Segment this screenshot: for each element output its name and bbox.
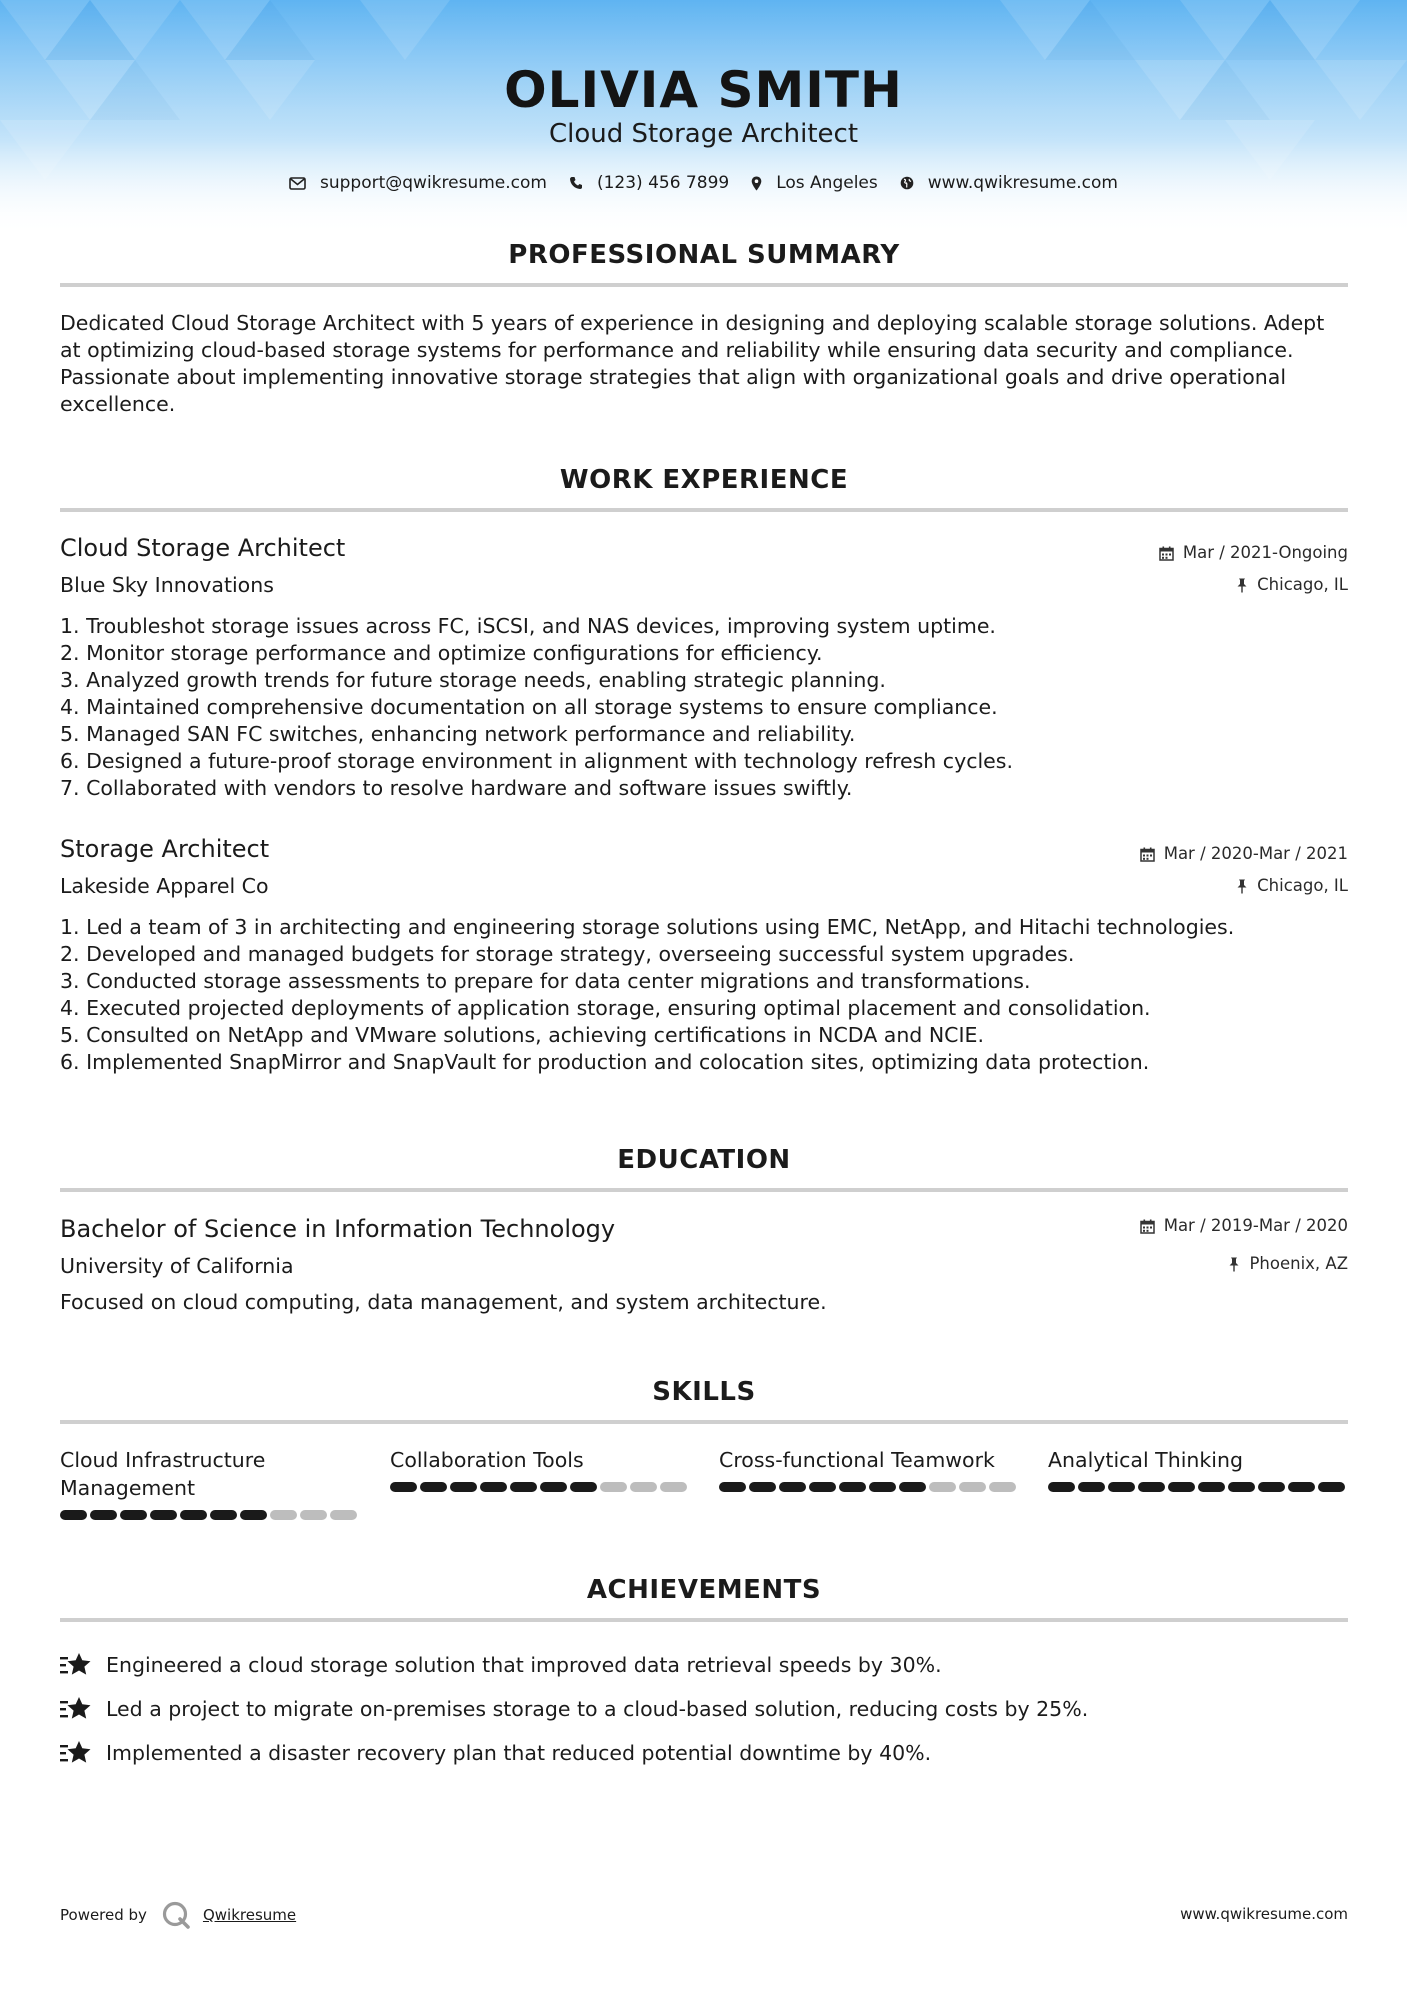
star-icon — [60, 1652, 92, 1678]
skill-level-bar — [1048, 1482, 1348, 1492]
job-company: Blue Sky Innovations — [60, 573, 274, 597]
education-description: Focused on cloud computing, data management, and system architecture. — [60, 1290, 827, 1314]
education-divider — [60, 1188, 1348, 1192]
experience-divider — [60, 508, 1348, 512]
skill-level-segment — [1318, 1482, 1345, 1492]
job-location-text: Chicago, IL — [1257, 575, 1348, 594]
skills-heading: SKILLS — [652, 1377, 756, 1407]
skill-level-segment — [1048, 1482, 1075, 1492]
education-heading: EDUCATION — [617, 1145, 791, 1175]
list-item: 6. Implemented SnapMirror and SnapVault for production and colocation sites, optimizing data protection. — [60, 1050, 1150, 1074]
skill-level-segment — [809, 1482, 836, 1492]
candidate-name: OLIVIA SMITH — [504, 61, 903, 119]
job-title: Cloud Storage Architect — [60, 534, 346, 562]
email-text: support@qwikresume.com — [320, 173, 547, 193]
list-item: 3. Analyzed growth trends for future storage needs, enabling strategic planning. — [60, 668, 886, 692]
education-location — [1228, 1253, 1348, 1275]
phone-icon — [569, 176, 583, 190]
contact-phone[interactable] — [569, 171, 729, 195]
skill-item — [719, 1446, 1019, 1492]
skill-level-segment — [120, 1510, 147, 1520]
calendar-icon — [1159, 546, 1174, 561]
experience-heading: WORK EXPERIENCE — [559, 465, 849, 495]
skill-level-segment — [420, 1482, 447, 1492]
star-icon — [60, 1740, 92, 1766]
summary-divider — [60, 283, 1348, 287]
skill-level-bar — [719, 1482, 1019, 1492]
skill-level-segment — [719, 1482, 746, 1492]
skill-level-segment — [779, 1482, 806, 1492]
degree-title: Bachelor of Science in Information Technology — [60, 1215, 616, 1243]
pushpin-icon — [1236, 879, 1248, 894]
globe-icon — [900, 176, 914, 190]
skill-level-segment — [660, 1482, 687, 1492]
list-item: 1. Led a team of 3 in architecting and engineering storage solutions using EMC, NetApp, and Hitachi technologies. — [60, 915, 1235, 939]
pushpin-icon — [1228, 1257, 1240, 1272]
achievement-item — [60, 1687, 1350, 1731]
contact-email[interactable] — [289, 171, 547, 195]
skill-level-bar — [60, 1510, 360, 1520]
candidate-title: Cloud Storage Architect — [548, 119, 859, 149]
skill-level-segment — [1258, 1482, 1285, 1492]
contact-bar — [0, 171, 1407, 195]
skill-level-segment — [749, 1482, 776, 1492]
achievement-text: Led a project to migrate on-premises storage to a cloud-based solution, reducing costs by 25%. — [106, 1697, 1089, 1721]
summary-heading: PROFESSIONAL SUMMARY — [508, 240, 900, 270]
list-item: 7. Collaborated with vendors to resolve hardware and software issues swiftly. — [60, 776, 853, 800]
skill-level-segment — [1108, 1482, 1135, 1492]
contact-website[interactable] — [900, 171, 1118, 195]
achievement-item — [60, 1731, 1350, 1775]
skill-level-segment — [570, 1482, 597, 1492]
list-item: 2. Monitor storage performance and optimize configurations for efficiency. — [60, 641, 823, 665]
list-item: 4. Executed projected deployments of application storage, ensuring optimal placement and consolidation. — [60, 996, 1151, 1020]
skill-level-segment — [1168, 1482, 1195, 1492]
pushpin-icon — [1236, 578, 1248, 593]
skill-item — [1048, 1446, 1348, 1492]
skill-level-segment — [480, 1482, 507, 1492]
list-item: 1. Troubleshot storage issues across FC, iSCSI, and NAS devices, improving system uptime. — [60, 614, 996, 638]
job-title: Storage Architect — [60, 835, 270, 863]
skill-name: Collaboration Tools — [390, 1448, 584, 1472]
skill-level-segment — [600, 1482, 627, 1492]
map-pin-icon — [751, 176, 762, 191]
skill-level-segment — [90, 1510, 117, 1520]
achievement-text: Engineered a cloud storage solution that improved data retrieval speeds by 30%. — [106, 1653, 942, 1677]
location-text: Los Angeles — [776, 173, 878, 193]
skill-level-segment — [1078, 1482, 1105, 1492]
qwikresume-logo-icon — [161, 1900, 191, 1930]
skill-level-segment — [1288, 1482, 1315, 1492]
education-dates-text: Mar / 2019-Mar / 2020 — [1163, 1216, 1348, 1235]
achievement-text: Implemented a disaster recovery plan that reduced potential downtime by 40%. — [106, 1741, 932, 1765]
job-location — [1236, 875, 1348, 897]
job-bullets — [60, 914, 1350, 1076]
powered-by-label: Powered by — [60, 1906, 147, 1924]
skill-level-segment — [390, 1482, 417, 1492]
achievements-list — [60, 1643, 1350, 1775]
envelope-icon — [289, 177, 306, 190]
skill-name: Analytical Thinking — [1048, 1448, 1243, 1472]
job-company: Lakeside Apparel Co — [60, 874, 269, 898]
phone-text: (123) 456 7899 — [596, 173, 730, 193]
skill-level-segment — [540, 1482, 567, 1492]
achievements-divider — [60, 1618, 1348, 1622]
skill-level-segment — [180, 1510, 207, 1520]
job-dates — [1159, 542, 1348, 564]
qwikresume-link[interactable]: Qwikresume — [202, 1906, 297, 1924]
calendar-icon — [1140, 1219, 1155, 1234]
skill-level-segment — [60, 1510, 87, 1520]
achievement-item — [60, 1643, 1350, 1687]
list-item: 5. Consulted on NetApp and VMware solutions, achieving certifications in NCDA and NCIE. — [60, 1023, 985, 1047]
skill-level-segment — [630, 1482, 657, 1492]
footer-website[interactable]: www.qwikresume.com — [1180, 1905, 1348, 1923]
skill-level-segment — [989, 1482, 1016, 1492]
contact-location — [751, 171, 878, 195]
footer-powered-by — [60, 1900, 296, 1930]
skill-level-segment — [210, 1510, 237, 1520]
list-item: 2. Developed and managed budgets for storage strategy, overseeing successful system upgrades. — [60, 942, 1075, 966]
skill-level-bar — [390, 1482, 690, 1492]
job-bullets — [60, 613, 1350, 802]
skill-item — [60, 1446, 360, 1520]
job-location — [1236, 574, 1348, 596]
skill-item — [390, 1446, 690, 1492]
skills-divider — [60, 1420, 1348, 1424]
list-item: 6. Designed a future-proof storage environment in alignment with technology refresh cycles. — [60, 749, 1013, 773]
website-text: www.qwikresume.com — [927, 173, 1118, 193]
skill-level-segment — [839, 1482, 866, 1492]
skill-level-segment — [330, 1510, 357, 1520]
skill-level-segment — [869, 1482, 896, 1492]
list-item: 4. Maintained comprehensive documentation on all storage systems to ensure compliance. — [60, 695, 998, 719]
job-location-text: Chicago, IL — [1257, 876, 1348, 895]
skill-level-segment — [929, 1482, 956, 1492]
education-location-text: Phoenix, AZ — [1249, 1254, 1348, 1273]
skill-level-segment — [899, 1482, 926, 1492]
achievements-heading: ACHIEVEMENTS — [586, 1575, 822, 1605]
star-icon — [60, 1696, 92, 1722]
skill-level-segment — [510, 1482, 537, 1492]
skill-level-segment — [1228, 1482, 1255, 1492]
calendar-icon — [1140, 847, 1155, 862]
summary-text: Dedicated Cloud Storage Architect with 5 years of experience in designing and deploying scalable storage solutions. Adept at optimizing cloud-based storage systems for performance and reliability while ensuring data security and compliance. Passionate about implementing innovative storage strategies that align with organizational goals and drive operational excellence. — [60, 311, 1325, 416]
education-dates — [1140, 1215, 1348, 1237]
job-dates-text: Mar / 2021-Ongoing — [1182, 543, 1348, 562]
skill-level-segment — [450, 1482, 477, 1492]
skill-name: Cross-functional Teamwork — [719, 1448, 995, 1472]
skill-level-segment — [150, 1510, 177, 1520]
list-item: 3. Conducted storage assessments to prepare for data center migrations and transformations. — [60, 969, 1031, 993]
skill-level-segment — [270, 1510, 297, 1520]
skill-level-segment — [1138, 1482, 1165, 1492]
job-dates — [1140, 843, 1348, 865]
list-item: 5. Managed SAN FC switches, enhancing network performance and reliability. — [60, 722, 856, 746]
job-dates-text: Mar / 2020-Mar / 2021 — [1163, 844, 1348, 863]
skill-level-segment — [240, 1510, 267, 1520]
skill-level-segment — [959, 1482, 986, 1492]
school-name: University of California — [60, 1254, 294, 1278]
skill-level-segment — [300, 1510, 327, 1520]
skill-name: Cloud Infrastructure Management — [60, 1448, 266, 1500]
skill-level-segment — [1198, 1482, 1225, 1492]
